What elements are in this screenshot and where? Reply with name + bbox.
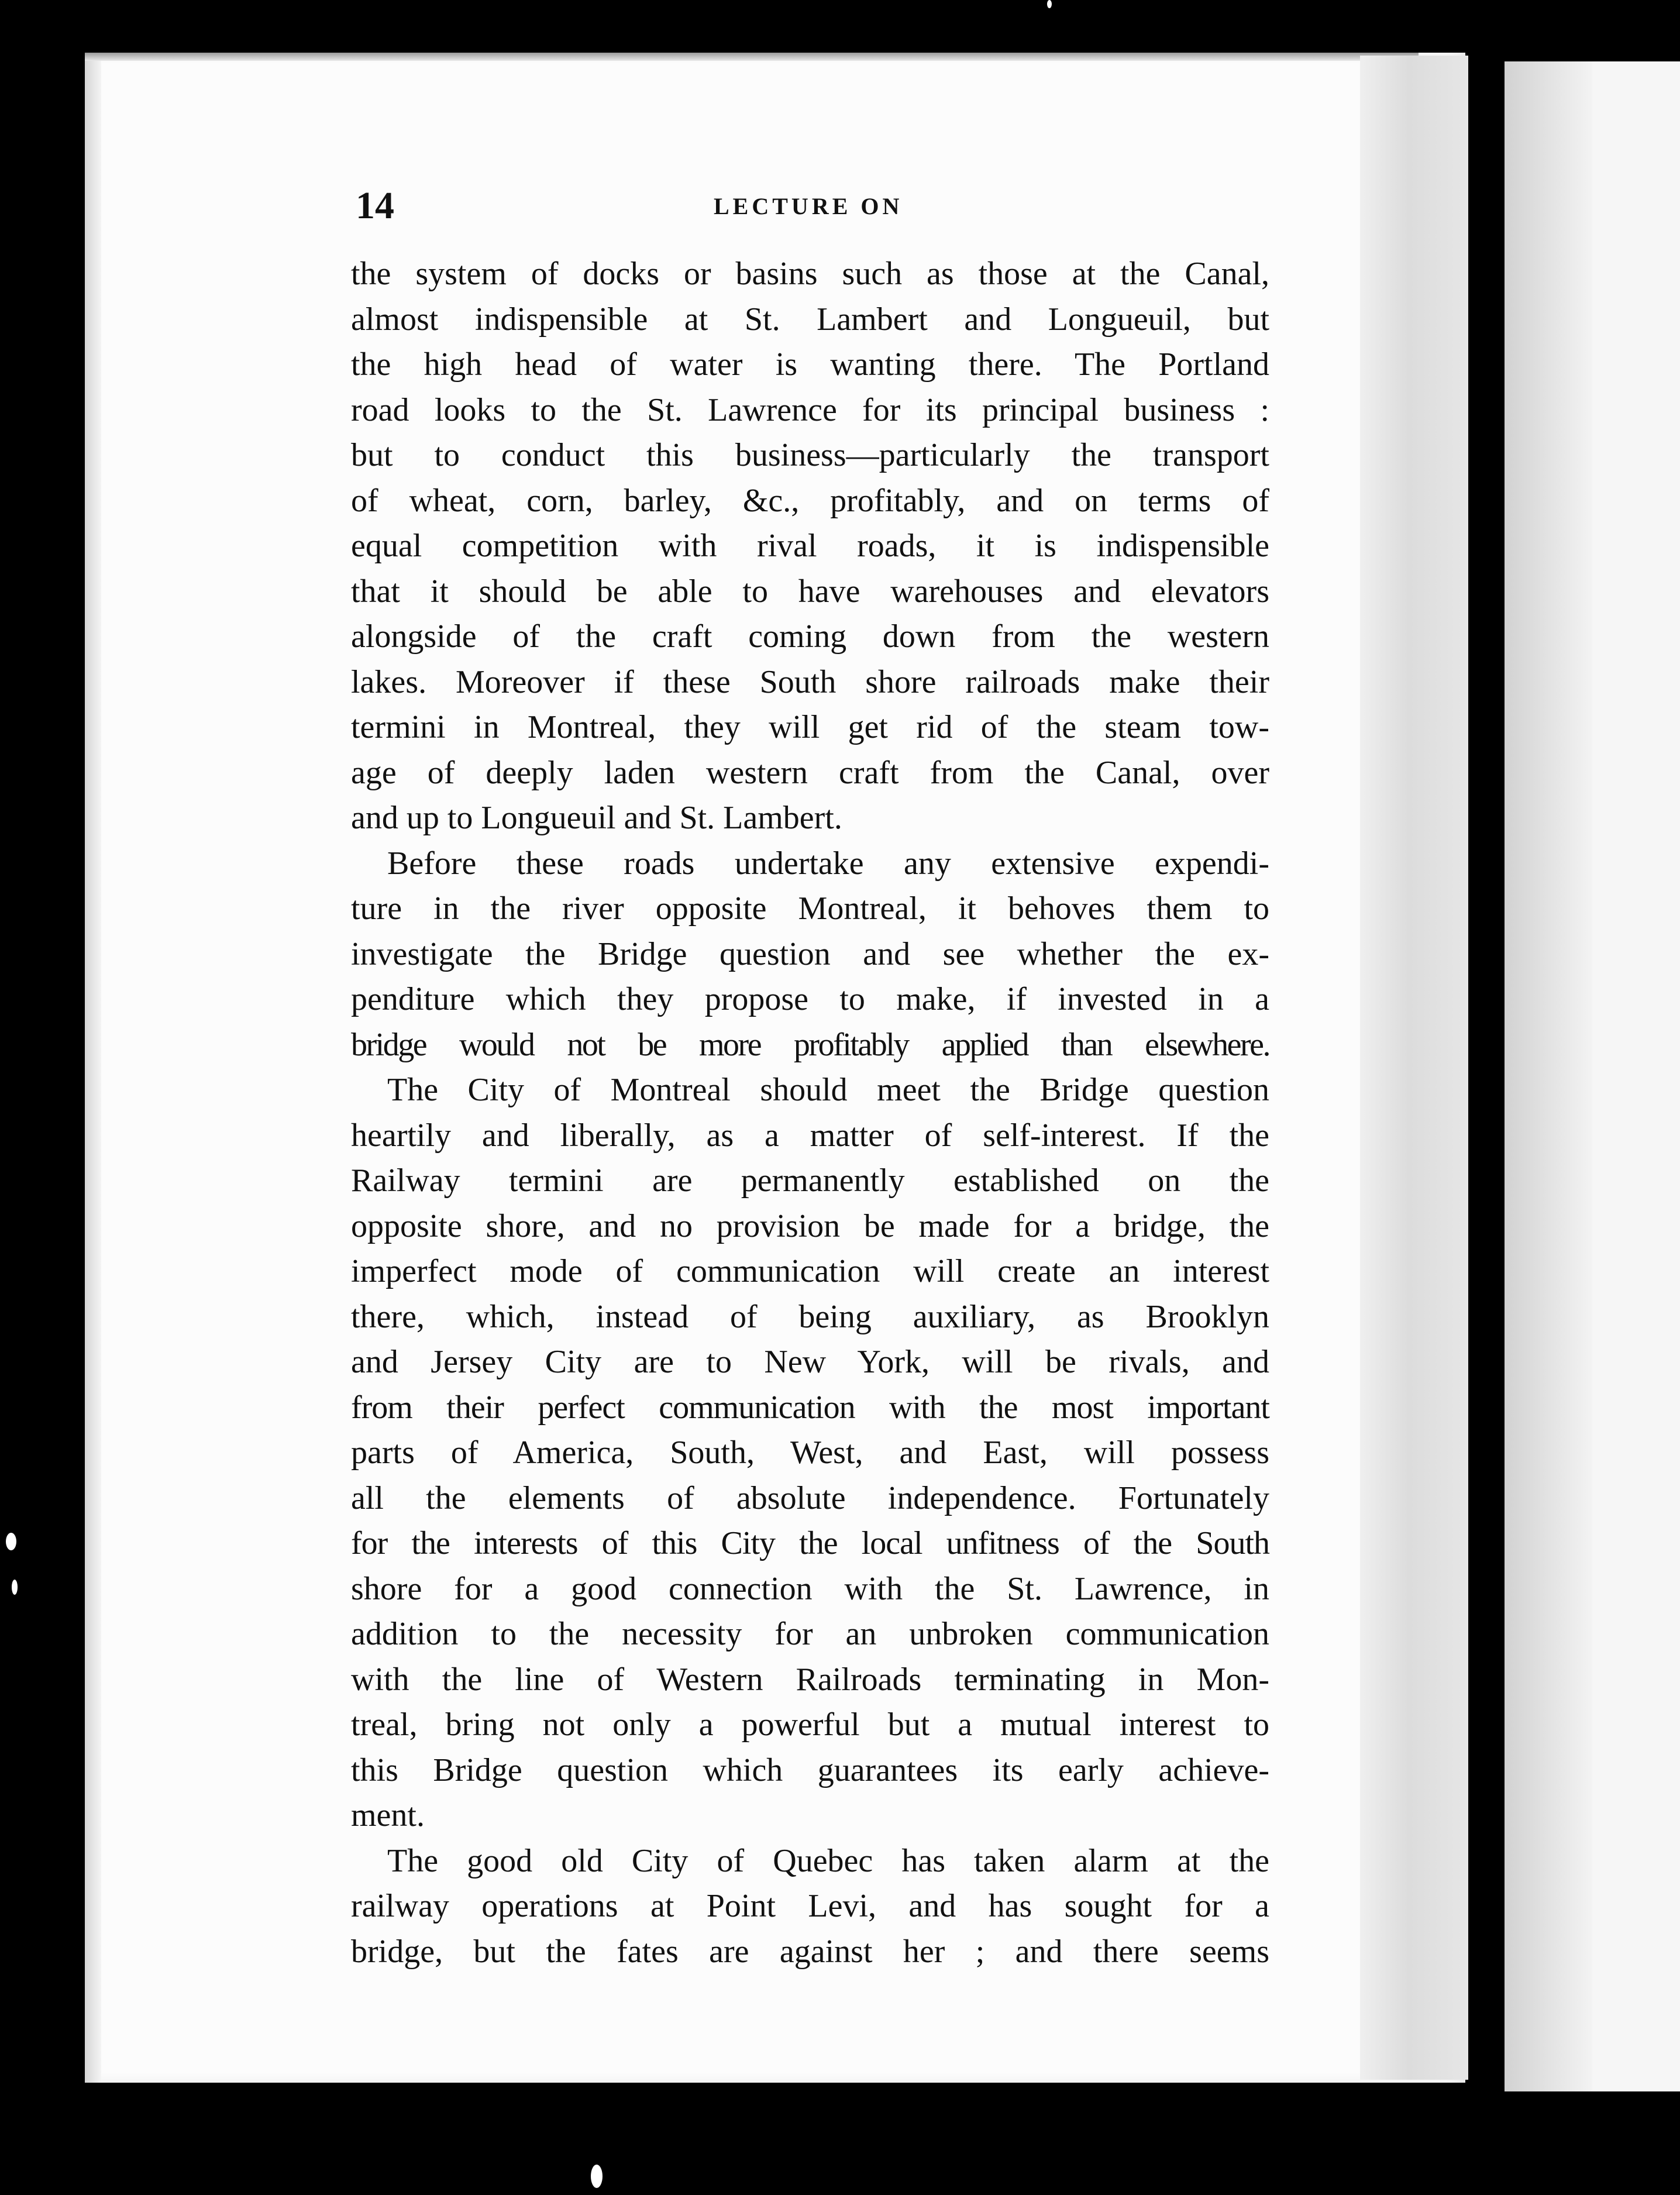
text-line: The good old City of Quebec has taken alarm at the — [387, 1842, 1269, 1879]
text-line: bridge would not be more profitably applied than elsewhere. — [351, 1026, 1269, 1063]
text-line: penditure which they propose to make, if invested in a — [351, 981, 1269, 1017]
text-line: equal competition with rival roads, it is indispensible — [351, 528, 1269, 564]
scan-speck — [6, 1533, 16, 1550]
text-line: this Bridge question which guarantees its early achieve- — [351, 1752, 1269, 1788]
text-line: Before these roads undertake any extensive expendi- — [387, 845, 1269, 882]
text-line: there, which, instead of being auxiliary, as Brooklyn — [351, 1298, 1269, 1335]
text-line: ment. — [351, 1797, 425, 1833]
text-line: the system of docks or basins such as those at the Canal, — [351, 256, 1269, 292]
scan-speck — [12, 1580, 18, 1595]
text-line: investigate the Bridge question and see whether the ex- — [351, 935, 1269, 972]
text-line: The City of Montreal should meet the Bridge question — [387, 1072, 1269, 1108]
text-line: termini in Montreal, they will get rid of the steam tow- — [351, 709, 1269, 745]
text-line: ture in the river opposite Montreal, it behoves them to — [351, 890, 1269, 927]
page-top-edge — [85, 53, 1419, 61]
text-line: but to conduct this business—particularly the transport — [351, 437, 1269, 473]
running-head: LECTURE ON — [714, 193, 903, 219]
text-line: of wheat, corn, barley, &c., profitably, and on terms of — [351, 482, 1269, 519]
text-line: parts of America, South, West, and East, will possess — [351, 1434, 1269, 1471]
text-line: treal, bring not only a powerful but a mutual interest to — [351, 1707, 1269, 1743]
text-line: that it should be able to have warehouses and elevators — [351, 573, 1269, 610]
text-line: all the elements of absolute independence. Fortunately — [351, 1480, 1269, 1516]
paragraph — [351, 841, 1269, 1068]
text-line: bridge, but the fates are against her ; and there seems — [351, 1933, 1269, 1970]
text-line: alongside of the craft coming down from the western — [351, 618, 1269, 655]
text-line: road looks to the St. Lawrence for its principal business : — [351, 391, 1269, 428]
page-header — [356, 183, 1271, 229]
body-text — [351, 252, 1269, 1974]
text-line: from their perfect communication with the most important — [351, 1389, 1269, 1426]
paragraph — [351, 252, 1269, 841]
text-line: and Jersey City are to New York, will be rivals, and — [351, 1344, 1269, 1380]
text-line: lakes. Moreover if these South shore railroads make their — [351, 663, 1269, 700]
text-line: imperfect mode of communication will create an interest — [351, 1253, 1269, 1289]
text-line: age of deeply laden western craft from the Canal, over — [351, 754, 1269, 791]
text-line: with the line of Western Railroads terminating in Mon- — [351, 1661, 1269, 1698]
page-gutter-shadow — [1360, 56, 1468, 2080]
text-line: opposite shore, and no provision be made for a bridge, the — [351, 1207, 1269, 1244]
text-line: almost indispensible at St. Lambert and Longueuil, but — [351, 301, 1269, 338]
scan-speck — [1047, 0, 1052, 8]
page-left-edge — [85, 53, 101, 2083]
text-line: shore for a good connection with the St. Lawrence, in — [351, 1570, 1269, 1607]
paragraph — [351, 1839, 1269, 1975]
text-line: addition to the necessity for an unbroken communication — [351, 1616, 1269, 1652]
text-line: for the interests of this City the local unfitness of the South — [351, 1525, 1269, 1561]
facing-page-shadow — [1505, 61, 1592, 2091]
text-line: Railway termini are permanently established on the — [351, 1162, 1269, 1199]
scan-speck — [591, 2165, 603, 2188]
text-line: the high head of water is wanting there. The Portland — [351, 346, 1269, 383]
page-number: 14 — [356, 184, 394, 227]
text-line: heartily and liberally, as a matter of self-interest. If the — [351, 1117, 1269, 1154]
text-line: railway operations at Point Levi, and has sought for a — [351, 1888, 1269, 1924]
text-line: and up to Longueuil and St. Lambert. — [351, 800, 842, 836]
paragraph — [351, 1068, 1269, 1839]
